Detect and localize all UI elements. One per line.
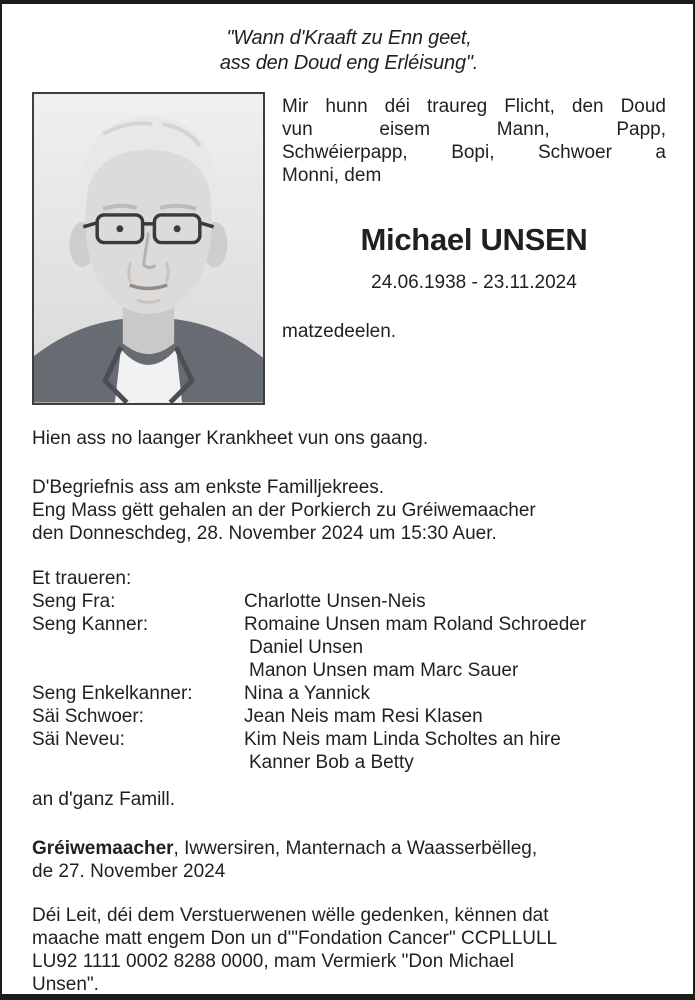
mourner-name-line: Kim Neis mam Linda Scholtes an hire <box>244 729 561 750</box>
deceased-dates: 24.06.1938 - 23.11.2024 <box>371 272 577 293</box>
intro-column <box>282 92 666 405</box>
mourner-name-line: Daniel Unsen <box>249 637 364 658</box>
donation-line: LU92 1111 0002 8288 0000, mam Vermierk "Don Michael <box>32 951 515 972</box>
funeral-line: den Donneschdeg, 28. November 2024 um 15:30 Auer. <box>32 523 497 544</box>
intro-paragraph <box>282 95 666 187</box>
portrait-photo-graphic <box>34 94 263 403</box>
mourner-row <box>32 682 666 705</box>
dateline-place: Gréiwemaacher <box>32 838 174 859</box>
donation-paragraph <box>32 904 666 996</box>
mourner-name-line: Jean Neis mam Resi Klasen <box>244 706 483 727</box>
intro-line: Monni, dem <box>282 165 382 186</box>
mourners-heading: Et traueren: <box>32 568 132 589</box>
mourner-names <box>244 728 666 774</box>
intro-line: vun eisem Mann, Papp, <box>282 119 666 140</box>
mourner-row <box>32 705 666 728</box>
quote-line-1: "Wann d'Kraaft zu Enn geet, <box>226 27 472 49</box>
mourner-name-line: Nina a Yannick <box>244 683 371 704</box>
mourner-relation-label: Säi Schwoer: <box>32 706 144 727</box>
mourner-row <box>32 728 666 774</box>
mourners-closing: an d'ganz Famill. <box>32 789 176 810</box>
mourner-name-line: Romaine Unsen mam Roland Schroeder <box>244 614 587 635</box>
dateline-rest: , Iwwersiren, Manternach a Waasserbëlleg, <box>173 838 538 859</box>
funeral-line: D'Begriefnis ass am enkste Familljekrees. <box>32 477 385 498</box>
mourners-section <box>32 567 666 811</box>
mourner-names <box>244 705 666 728</box>
deceased-name: Michael UNSEN <box>360 222 588 257</box>
mourner-names <box>244 613 666 682</box>
dateline <box>32 837 666 883</box>
mourner-relation-label: Seng Fra: <box>32 591 116 612</box>
mourner-row <box>32 590 666 613</box>
quote-line-2: ass den Doud eng Erléisung". <box>219 52 479 74</box>
portrait-photo <box>32 92 265 405</box>
cause-of-death-line: Hien ass no laanger Krankheet vun ons gaang. <box>32 428 429 449</box>
donation-line: Unsen". <box>32 974 99 995</box>
mourner-name-line: Charlotte Unsen-Neis <box>244 591 426 612</box>
dateline-line-1 <box>32 837 666 860</box>
mourner-relation-label: Seng Enkelkanner: <box>32 683 193 704</box>
intro-line: Schwéierpapp, Bopi, Schwoer a <box>282 142 666 163</box>
opening-quote <box>32 26 666 76</box>
mourner-names <box>244 682 666 705</box>
funeral-details <box>32 476 666 545</box>
intro-line: Mir hunn déi traureg Flicht, den Doud <box>282 96 666 117</box>
dateline-line-2: de 27. November 2024 <box>32 861 226 882</box>
mourner-row <box>32 613 666 682</box>
mourner-name-line: Manon Unsen mam Marc Sauer <box>249 660 519 681</box>
announcement-word: matzedeelen. <box>282 321 397 342</box>
donation-line: Déi Leit, déi dem Verstuerwenen wëlle gedenken, kënnen dat <box>32 905 549 926</box>
mourner-name-line: Kanner Bob a Betty <box>249 752 414 773</box>
donation-line: maache matt engem Don un d'"Fondation Cancer" CCPLLULL <box>32 928 558 949</box>
mourner-relation-label: Säi Neveu: <box>32 729 125 750</box>
mourner-names <box>244 590 666 613</box>
mourners-list <box>32 590 666 774</box>
top-section <box>32 92 666 405</box>
funeral-line: Eng Mass gëtt gehalen an der Porkierch zu Gréiwemaacher <box>32 500 536 521</box>
mourner-relation-label: Seng Kanner: <box>32 614 149 635</box>
